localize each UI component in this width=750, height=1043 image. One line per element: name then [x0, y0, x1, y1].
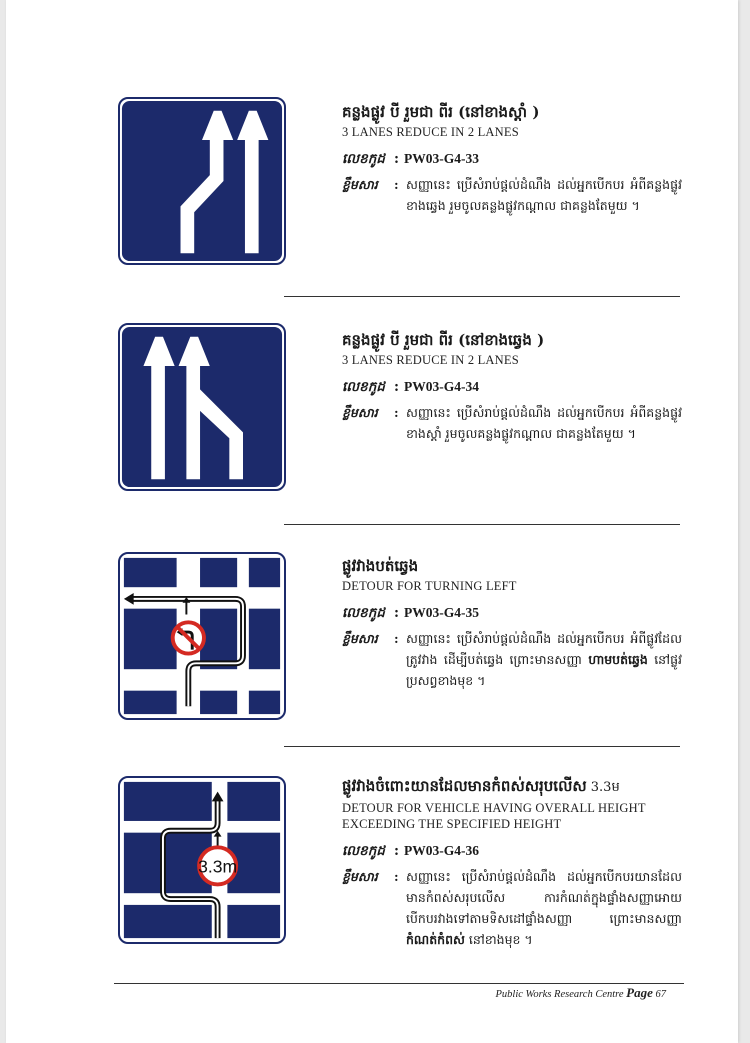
sign-info-1	[342, 102, 682, 216]
meaning-label: ខ្លឹមសារ	[342, 869, 378, 884]
page-footer	[496, 985, 666, 1001]
sign-title-en: DETOUR FOR TURNING LEFT	[342, 579, 517, 593]
sign-code-row: លេខកូដ : PW03-G4-36	[342, 843, 479, 859]
sign-info-3	[342, 556, 682, 691]
meaning-label: ខ្លឹមសារ	[342, 177, 378, 192]
detour-height-limit-icon	[120, 778, 284, 942]
code-label: លេខកូដ	[342, 379, 385, 395]
section-divider	[284, 524, 680, 525]
code-label: លេខកូដ	[342, 151, 385, 167]
footer-rule	[114, 983, 684, 984]
lane-merge-left-icon	[120, 99, 284, 263]
detour-left-turn-icon	[120, 554, 284, 718]
footer-page-number: 67	[655, 989, 666, 1000]
sign-code-row: លេខកូដ : PW03-G4-33	[342, 151, 479, 167]
height-limit-text: 3.3m	[198, 856, 238, 877]
sign-meaning-row: ខ្លឹមសារ : សញ្ញានេះ ប្រើសំរាប់ផ្តល់ដំណឹង ដល់អ្នកបើកបរ អំពីគន្លងផ្លូវខាងស្តាំ រួមចូលគន្លងផ្លូវកណ្តាល ជាគន្លងតែមួយ ។	[342, 402, 682, 444]
meaning-text: សញ្ញានេះ ប្រើសំរាប់ផ្តល់ដំណឹង ដល់អ្នកបើកបរ អំពីផ្លូវដែលត្រូវវាង ដើម្បីបត់ឆ្វេង ព្រោះមានសញ្ញា ហាមបត់ឆ្វេង នៅផ្លូវប្រសព្វខាងមុខ ។	[406, 631, 682, 688]
section-divider	[284, 296, 680, 297]
footer-org: Public Works Research Centre	[495, 989, 624, 1000]
document-page	[6, 0, 738, 1043]
meaning-label: ខ្លឹមសារ	[342, 405, 378, 420]
sign-detour-left-turn	[118, 552, 286, 720]
sign-title-km: ផ្លូវវាងចំពោះយានដែលមានកំពស់សរុបលើស 3.3ម	[342, 777, 620, 795]
sign-lane-merge-left	[118, 97, 286, 265]
meaning-text: សញ្ញានេះ ប្រើសំរាប់ផ្តល់ដំណឹង ដល់អ្នកបើកបរ អំពីគន្លងផ្លូវខាងឆ្វេង រួមចូលគន្លងផ្លូវកណ្តាល ជាគន្លងតែមួយ ។	[406, 177, 682, 213]
section-divider	[284, 746, 680, 747]
footer-page-label: Page	[626, 985, 653, 1000]
meaning-label: ខ្លឹមសារ	[342, 631, 378, 646]
sign-title-en: 3 LANES REDUCE IN 2 LANES	[342, 353, 519, 367]
sign-code-row: លេខកូដ : PW03-G4-35	[342, 605, 479, 621]
code-label: លេខកូដ	[342, 843, 385, 859]
code-value: PW03-G4-34	[404, 379, 479, 394]
sign-meaning-row: ខ្លឹមសារ : សញ្ញានេះ ប្រើសំរាប់ផ្តល់ដំណឹង ដល់អ្នកបើកបរយានដែលមានកំពស់សរុបលើស ការកំណត់ក្នុងផ្ទាំងសញ្ញាអោយបើកបរវាងទៅតាមទិសដៅផ្ទាំងសញ្ញា ព្រោះមានសញ្ញា កំណត់កំពស់ នៅខាងមុខ ។	[342, 866, 682, 950]
sign-detour-height-limit	[118, 776, 286, 944]
code-value: PW03-G4-35	[404, 605, 479, 620]
code-value: PW03-G4-36	[404, 843, 479, 858]
sign-title-km: ផ្លូវវាងបត់ឆ្វេង	[342, 557, 419, 575]
code-value: PW03-G4-33	[404, 151, 479, 166]
lane-merge-right-icon	[120, 325, 284, 489]
meaning-bold: ហាមបត់ឆ្វេង	[588, 652, 648, 667]
sign-meaning-row: ខ្លឹមសារ : សញ្ញានេះ ប្រើសំរាប់ផ្តល់ដំណឹង ដល់អ្នកបើកបរ អំពីគន្លងផ្លូវខាងឆ្វេង រួមចូលគន្លងផ្លូវកណ្តាល ជាគន្លងតែមួយ ។	[342, 174, 682, 216]
sign-title-km: គន្លងផ្លូវ បី រួមជា ពីរ (នៅខាងឆ្វេង )	[342, 331, 545, 349]
sign-title-en: 3 LANES REDUCE IN 2 LANES	[342, 125, 519, 139]
sign-code-row: លេខកូដ : PW03-G4-34	[342, 379, 479, 395]
meaning-bold: កំណត់កំពស់	[406, 932, 465, 947]
sign-title-en: DETOUR FOR VEHICLE HAVING OVERALL HEIGHT EXCEEDING THE SPECIFIED HEIGHT	[342, 801, 646, 831]
sign-info-2	[342, 330, 682, 444]
meaning-text: សញ្ញានេះ ប្រើសំរាប់ផ្តល់ដំណឹង ដល់អ្នកបើកបរយានដែលមានកំពស់សរុបលើស ការកំណត់ក្នុងផ្ទាំងសញ្ញាអោយបើកបរវាងទៅតាមទិសដៅផ្ទាំងសញ្ញា ព្រោះមានសញ្ញា កំណត់កំពស់ នៅខាងមុខ ។	[406, 869, 682, 947]
meaning-text: សញ្ញានេះ ប្រើសំរាប់ផ្តល់ដំណឹង ដល់អ្នកបើកបរ អំពីគន្លងផ្លូវខាងស្តាំ រួមចូលគន្លងផ្លូវកណ្តាល ជាគន្លងតែមួយ ។	[406, 405, 682, 441]
sign-title-km: គន្លងផ្លូវ បី រួមជា ពីរ (នៅខាងស្តាំ )	[342, 103, 540, 121]
sign-info-4	[342, 776, 682, 950]
sign-meaning-row: ខ្លឹមសារ : សញ្ញានេះ ប្រើសំរាប់ផ្តល់ដំណឹង ដល់អ្នកបើកបរ អំពីផ្លូវដែលត្រូវវាង ដើម្បីបត់ឆ្វេង ព្រោះមានសញ្ញា ហាមបត់ឆ្វេង នៅផ្លូវប្រសព្វខាងមុខ ។	[342, 628, 682, 691]
sign-lane-merge-right	[118, 323, 286, 491]
code-label: លេខកូដ	[342, 605, 385, 621]
